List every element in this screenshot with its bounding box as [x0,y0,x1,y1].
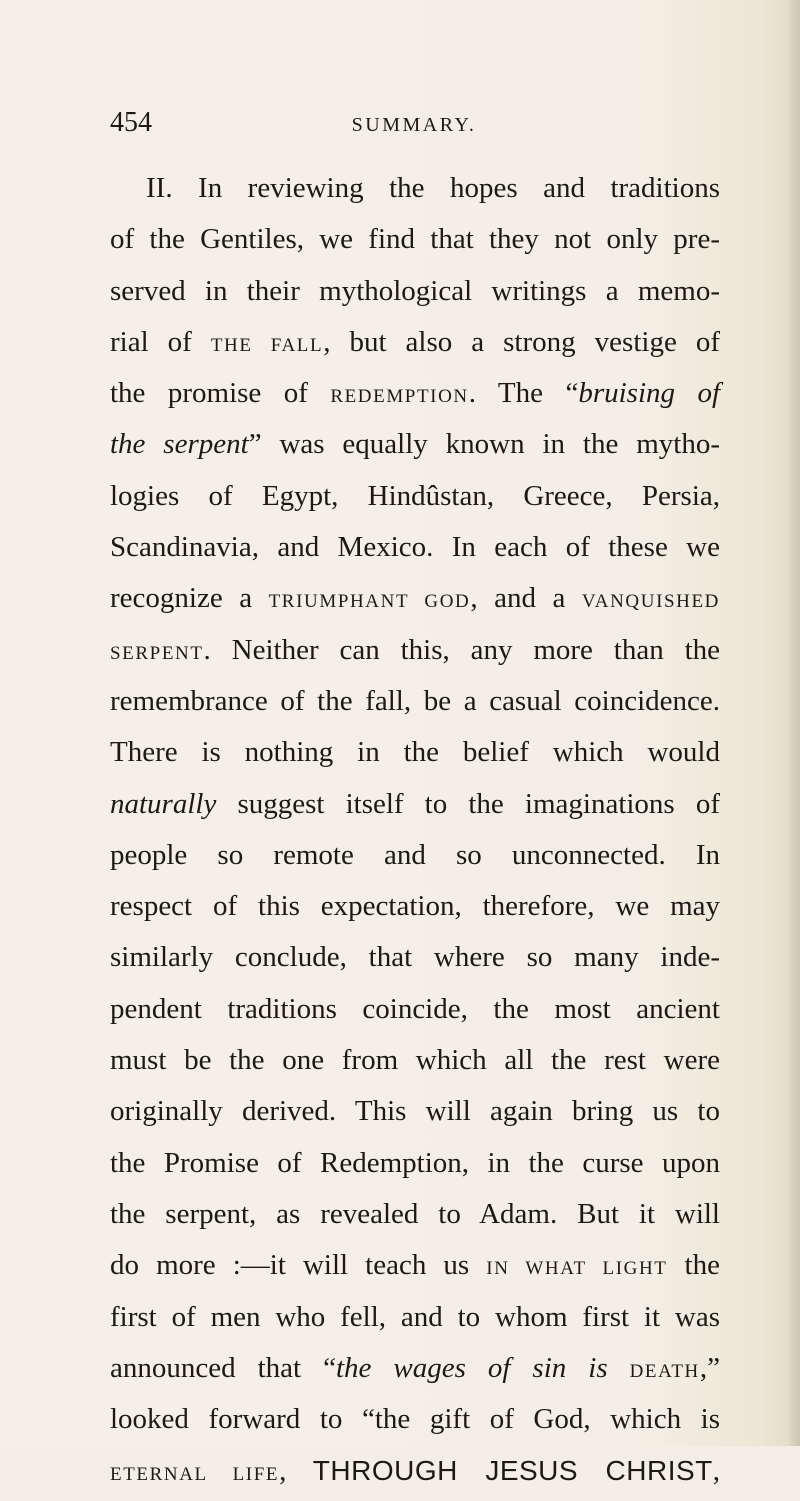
text-line [110,266,720,317]
text-segment: remembrance of the fall, be a casual coincidence. [110,684,720,717]
text-segment: . The “ [468,377,579,410]
page-edge-shadow [786,0,800,1446]
text-segment: must be the one from which all the rest were [110,1044,720,1077]
text-segment: rial of [110,325,211,358]
italic-phrase: bruising of [578,377,721,410]
body-text [110,163,720,1497]
text-segment: There is nothing in the belief which would [110,736,720,769]
text-line [110,1138,720,1189]
text-line [110,984,720,1035]
text-segment: announced that “ [110,1351,336,1384]
small-caps-term: IN WHAT LIGHT [486,1258,668,1280]
text-segment: the Promise of Redemption, in the curse upon [110,1146,720,1179]
text-line [110,1189,720,1240]
text-segment: ,” [699,1351,721,1384]
text-segment: pendent traditions coincide, the most ancient [110,992,720,1025]
text-line [110,163,720,214]
text-segment: served in their mythological writings a memo- [110,274,720,307]
text-segment [608,1352,630,1384]
small-caps-term: SERPENT [110,642,204,664]
text-line [110,1240,720,1291]
text-line [110,317,720,368]
text-line [110,1343,720,1394]
text-line [110,676,720,727]
text-line [110,573,720,624]
text-segment: logies of Egypt, Hindûstan, Greece, Persia, [110,479,720,512]
text-segment: , and a [470,582,582,615]
small-caps-term: ETERNAL LIFE [110,1464,280,1486]
small-caps-term: TRIUMPHANT GOD [268,591,471,613]
page-number: 454 [110,107,152,138]
text-line [110,522,720,573]
text-segment: . Neither can this, any more than the [203,633,720,666]
text-segment: originally derived. This will again bring us to [110,1095,720,1128]
text-segment: ” was equally known in the mytho- [248,428,720,461]
small-caps-term: DEATH [629,1360,700,1382]
text-segment: recognize a [110,582,269,615]
text-line [110,1086,720,1137]
text-segment: the [667,1249,720,1282]
text-line [110,779,720,830]
text-line [110,932,720,983]
text-segment: respect of this expectation, therefore, we may [110,890,720,923]
italic-phrase: the wages of sin is [335,1351,608,1384]
text-segment: suggest itself to the imaginations of [216,787,720,820]
text-segment: , but also a strong vestige of [323,325,720,358]
capitals-phrase: THROUGH JESUS CHRIST [312,1455,713,1487]
italic-phrase: the serpent [110,428,249,461]
text-line [110,214,720,265]
text-segment: the promise of [110,377,331,410]
text-segment: of the Gentiles, we find that they not only pre- [110,223,720,256]
small-caps-term: REDEMPTION [330,386,469,408]
running-title: SUMMARY. [351,114,477,136]
text-segment: the serpent, as revealed to Adam. But it will [110,1197,720,1230]
text-segment: people so remote and so unconnected. In [110,838,720,871]
text-segment: Scandinavia, and Mexico. In each of these we [110,531,720,564]
text-line [110,727,720,778]
text-segment: , [712,1455,721,1488]
running-head [110,103,718,143]
text-segment: similarly conclude, that where so many inde- [110,941,720,974]
text-line [110,830,720,881]
text-line [110,419,720,470]
text-segment: do more :—it will teach us [110,1249,487,1282]
text-line [110,1035,720,1086]
text-line [110,471,720,522]
italic-phrase: naturally [110,787,217,820]
small-caps-term: VANQUISHED [581,591,721,613]
text-segment: first of men who fell, and to whom first it was [110,1300,720,1333]
text-line [110,1292,720,1343]
text-segment: looked forward to “the gift of God, which is [110,1403,720,1436]
text-line [110,1445,720,1496]
text-line [110,1394,720,1445]
small-caps-term: THE FALL [210,334,324,356]
text-segment: II. In reviewing the hopes and traditions [146,172,720,204]
text-line [110,625,720,676]
text-line [110,881,720,932]
text-segment: , [279,1455,313,1488]
text-line [110,368,720,419]
